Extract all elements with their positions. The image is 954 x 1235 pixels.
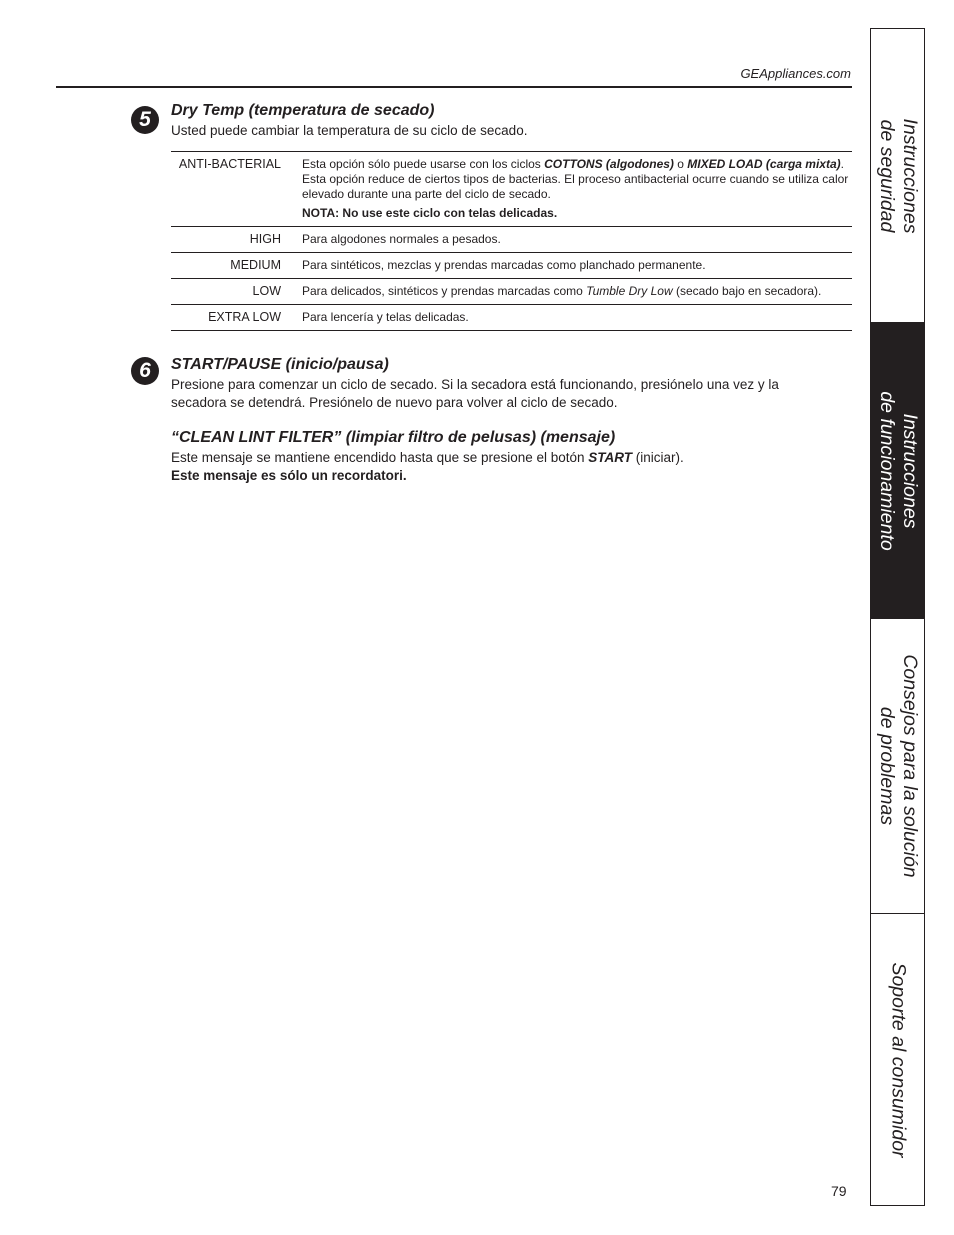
body-text: Este mensaje se mantiene encendido hasta que se presione el botón [171, 450, 589, 465]
clean-lint-title: “CLEAN LINT FILTER” (limpiar filtro de pelusas) (mensaje) [171, 429, 616, 446]
desc-text: Para delicados, sintéticos y prendas marcadas como [302, 284, 587, 298]
desc-text: (secado bajo en secadora). [672, 284, 822, 298]
tab-label-line: Instrucciones [898, 118, 921, 233]
tab-consumer-support[interactable] [871, 914, 924, 1205]
start-pause-body: Presione para comenzar un ciclo de secado. Si la secadora está funcionando, presiónelo una vez y la secadora se detendrá. Presiónelo de nuevo para volver al ciclo de secado. [171, 377, 779, 410]
delicate-note: NOTA: No use este ciclo con telas delicadas. [302, 206, 558, 220]
tab-label [875, 391, 921, 550]
tab-troubleshooting[interactable] [871, 619, 924, 914]
body-text: (iniciar). [632, 450, 684, 465]
temp-description: Para sintéticos, mezclas y prendas marcadas como planchado permanente. [302, 258, 706, 272]
tab-operating[interactable] [871, 323, 924, 619]
temp-label: EXTRA LOW [208, 310, 281, 324]
desc-text: . Esta opción reduce de ciertos tipos de bacterias. El proceso antibacterial ocurre cuando se utiliza calor elevado durante una parte del ciclo de secado. [302, 157, 849, 201]
temp-description: Para algodones normales a pesados. [302, 232, 501, 246]
dry-temp-subtitle: Usted puede cambiar la temperatura de su ciclo de secado. [171, 123, 528, 138]
tab-label-line: Soporte al consumidor [887, 961, 909, 1158]
tab-label-line: Consejos para la solución [898, 654, 921, 878]
tab-safety[interactable] [871, 29, 924, 323]
temp-description [302, 152, 852, 227]
cycle-name: COTTONS (algodones) [544, 157, 674, 171]
temp-label: HIGH [249, 232, 281, 246]
tab-label-line: de problemas [875, 706, 898, 826]
dry-temp-table [171, 151, 852, 331]
table-row [171, 152, 852, 227]
side-tabs [870, 28, 925, 1206]
step-number-6: 6 [131, 357, 159, 385]
start-pause-title: START/PAUSE (inicio/pausa) [171, 356, 389, 373]
table-row [171, 279, 852, 305]
step-number-5: 5 [131, 106, 159, 134]
temp-description [302, 279, 852, 305]
temp-label: ANTI-BACTERIAL [178, 157, 281, 171]
desc-text: o [673, 157, 688, 171]
desc-text: Esta opción sólo puede usarse con los ciclos [302, 157, 545, 171]
clean-lint-body [171, 449, 821, 467]
tab-label [886, 962, 909, 1157]
top-divider [56, 86, 852, 88]
tab-label [875, 118, 921, 233]
site-url: GEAppliances.com [740, 66, 851, 81]
setting-name: Tumble Dry Low [586, 284, 673, 298]
tab-label-line: Instrucciones [898, 413, 921, 528]
table-row [171, 227, 852, 253]
cycle-name: MIXED LOAD (carga mixta) [687, 157, 841, 171]
clean-lint-reminder: Este mensaje es sólo un recordatori. [171, 468, 407, 483]
button-name: START [588, 450, 633, 465]
tab-label [875, 654, 921, 877]
temp-description: Para lencería y telas delicadas. [302, 310, 469, 324]
page-number: 79 [831, 1183, 847, 1199]
tab-label-line: de funcionamiento [875, 390, 898, 551]
temp-label: MEDIUM [230, 258, 281, 272]
table-row [171, 253, 852, 279]
temp-label: LOW [252, 284, 281, 298]
tab-label-line: de seguridad [875, 119, 898, 232]
dry-temp-title: Dry Temp (temperatura de secado) [171, 102, 435, 119]
table-row [171, 305, 852, 331]
